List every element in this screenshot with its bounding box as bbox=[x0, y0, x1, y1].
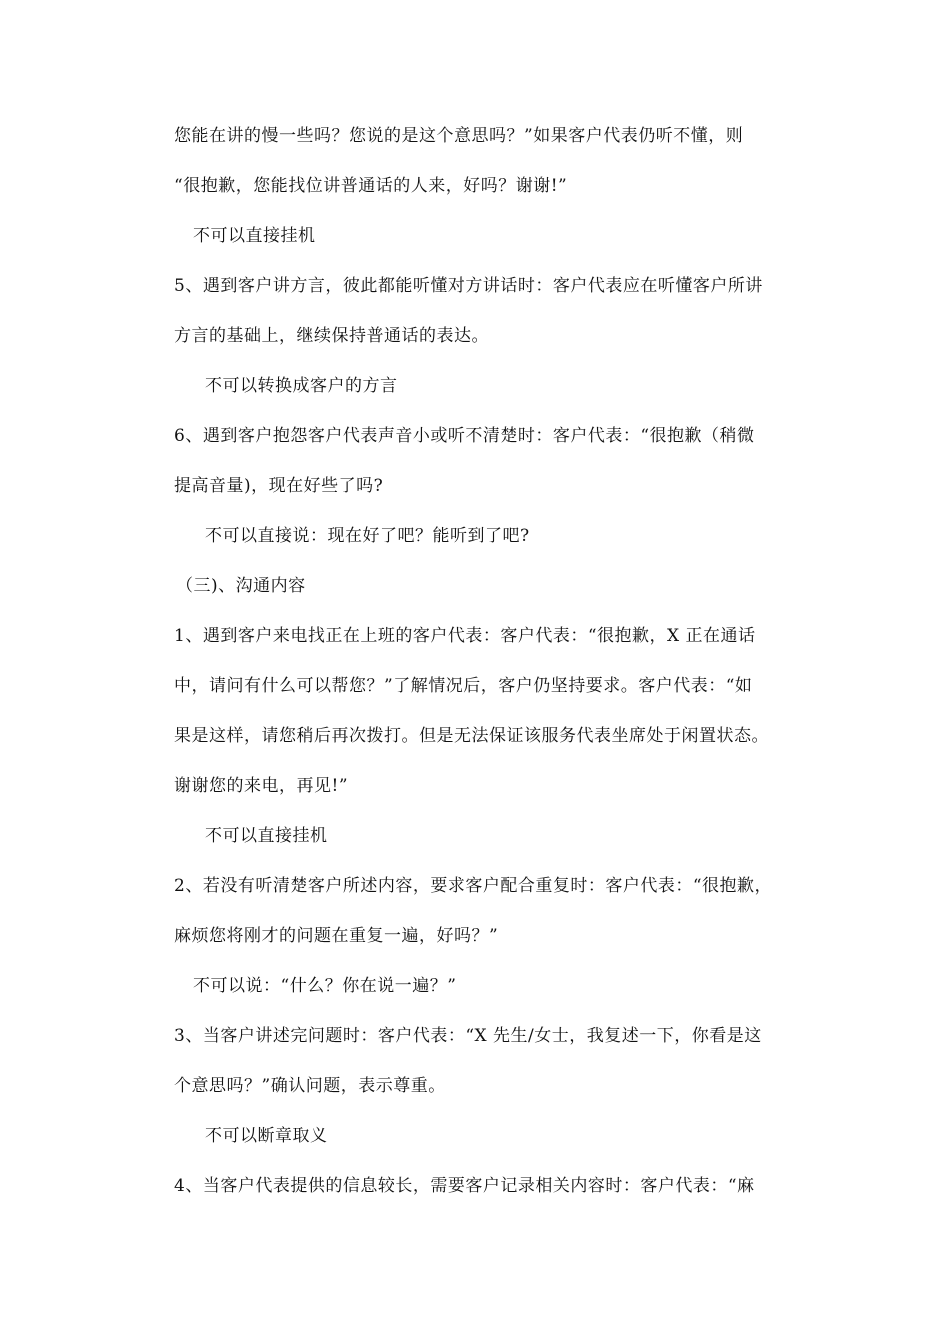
section-heading: （三)、沟通内容 bbox=[176, 576, 306, 596]
text-line: 果是这样，请您稍后再次拨打。但是无法保证该服务代表坐席处于闲置状态。 bbox=[174, 726, 769, 746]
text-line: 谢谢您的来电，再见!” bbox=[174, 776, 349, 796]
text-line: 不可以说：“什么？你在说一遍？” bbox=[193, 976, 457, 996]
text-line: 4、当客户代表提供的信息较长，需要客户记录相关内容时：客户代表：“麻 bbox=[174, 1176, 755, 1196]
text-line: 麻烦您将刚才的问题在重复一遍，好吗？” bbox=[174, 926, 499, 946]
text-line: 1、遇到客户来电找正在上班的客户代表：客户代表：“很抱歉，X 正在通话 bbox=[174, 626, 756, 646]
text-line: 6、遇到客户抱怨客户代表声音小或听不清楚时：客户代表：“很抱歉（稍微 bbox=[174, 426, 755, 446]
text-line: 不可以直接挂机 bbox=[205, 826, 328, 846]
text-line: 您能在讲的慢一些吗？您说的是这个意思吗？”如果客户代表仍听不懂，则 bbox=[174, 126, 744, 146]
text-line: 不可以转换成客户的方言 bbox=[205, 376, 398, 396]
text-line: 2、若没有听清楚客户所述内容，要求客户配合重复时：客户代表：“很抱歉， bbox=[174, 876, 773, 896]
text-line: 中，请问有什么可以帮您？”了解情况后，客户仍坚持要求。客户代表：“如 bbox=[174, 676, 753, 696]
text-line: 提高音量)，现在好些了吗? bbox=[174, 476, 384, 496]
text-line: 3、当客户讲述完问题时：客户代表：“X 先生/女士，我复述一下，你看是这 bbox=[174, 1026, 762, 1046]
text-line: 个意思吗？”确认问题，表示尊重。 bbox=[174, 1076, 446, 1096]
text-line: 不可以直接挂机 bbox=[193, 226, 316, 246]
text-line: 方言的基础上，继续保持普通话的表达。 bbox=[174, 326, 489, 346]
text-line: 5、遇到客户讲方言，彼此都能听懂对方讲话时：客户代表应在听懂客户所讲 bbox=[174, 276, 763, 296]
text-line: “很抱歉，您能找位讲普通话的人来，好吗？谢谢!” bbox=[174, 176, 568, 196]
text-line: 不可以断章取义 bbox=[205, 1126, 328, 1146]
text-line: 不可以直接说：现在好了吧？能听到了吧? bbox=[205, 526, 530, 546]
